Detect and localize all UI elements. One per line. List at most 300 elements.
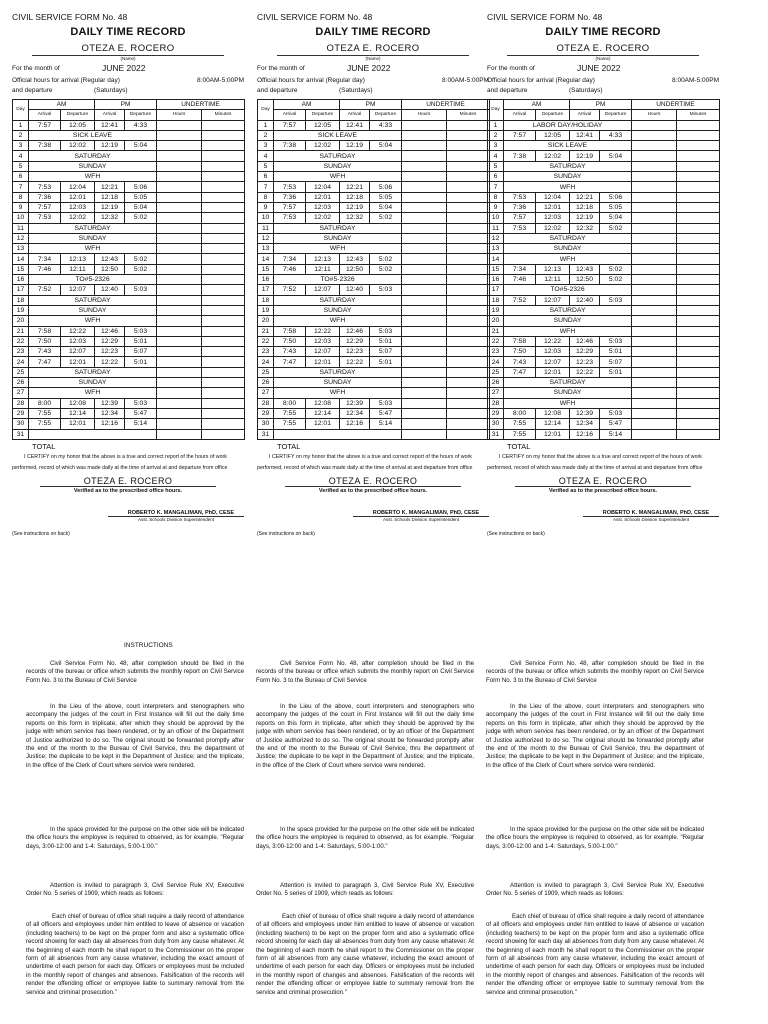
pm-arrival: 12:19	[340, 202, 370, 212]
day-number: 9	[258, 202, 274, 212]
instruction-paragraph: Each chief of bureau of office shall require a daily record of attendance of all officers and employees under him entitled to leave of absence or vacation (including teachers) to be kept on the proper form and also a systematic office record showing for each day all absences from duty from any cause whatever. At the beginning of each month he shall report to the Commissioner on the proper form of all absences from any cause whatever, including the exact amount of undertime of each person for each day. Officers or employees must be included in the monthly report of changes and absences. Falsification of the records will render the offending officer or employee liable to summary removal from the service and criminal prosecution."	[256, 913, 474, 996]
undertime-hours	[157, 120, 202, 130]
pm-departure: 5:03	[600, 336, 632, 346]
pm-departure: 5:01	[370, 336, 402, 346]
table-row	[13, 408, 245, 418]
undertime-hours	[402, 233, 447, 243]
am-departure: 12:07	[306, 347, 340, 357]
pm-departure: 5:06	[600, 192, 632, 202]
dtr-form-1	[12, 12, 244, 537]
am-arrival: 8:00	[274, 398, 306, 408]
undertime-minutes	[202, 182, 245, 192]
am-arrival: 7:52	[29, 285, 61, 295]
undertime-hours	[157, 202, 202, 212]
undertime-minutes	[202, 275, 245, 285]
pm-arrival: 12:19	[570, 151, 600, 161]
pm-departure: 5:03	[370, 285, 402, 295]
total-label: TOTAL	[507, 441, 531, 451]
signatory-position: Asst. Schools Division Superintendent	[583, 516, 719, 522]
day-remark: WFH	[274, 316, 402, 326]
table-row	[258, 223, 490, 233]
pm-arrival: 12:19	[340, 141, 370, 151]
pm-arrival: 12:39	[570, 408, 600, 418]
undertime-minutes	[677, 429, 720, 439]
pm-arrival: 12:40	[570, 295, 600, 305]
month-label: For the month of	[12, 65, 60, 72]
pm-arrival: 12:43	[570, 264, 600, 274]
am-arrival: 7:57	[29, 202, 61, 212]
undertime-hours	[157, 130, 202, 140]
pm-arrival: 12:34	[340, 408, 370, 418]
table-row	[488, 378, 720, 388]
day-number: 4	[258, 151, 274, 161]
am-departure: 12:01	[536, 202, 570, 212]
undertime-hours	[402, 244, 447, 254]
pm-departure: 5:02	[370, 264, 402, 274]
undertime-minutes	[677, 336, 720, 346]
day-number: 5	[488, 161, 504, 171]
day-number: 23	[488, 347, 504, 357]
hours-header: Hours	[632, 110, 677, 120]
signatory-position: Asst. Schools Division Superintendent	[353, 516, 489, 522]
pm-arrival: 12:21	[340, 182, 370, 192]
pm-departure: 5:47	[125, 408, 157, 418]
day-number: 16	[258, 275, 274, 285]
undertime-minutes	[202, 336, 245, 346]
am-arrival: 7:46	[504, 275, 536, 285]
undertime-minutes	[447, 305, 490, 315]
day-number: 20	[258, 316, 274, 326]
pm-arrival: 12:40	[95, 285, 125, 295]
undertime-hours	[632, 202, 677, 212]
instruction-paragraph: Civil Service Form No. 48, after completion should be filed in the records of the bureau or office which submits the monthly report on Civil Service Form No. 3 to the Bureau of Civil Service	[256, 660, 474, 684]
table-row	[13, 182, 245, 192]
day-number: 31	[488, 429, 504, 439]
undertime-minutes	[447, 202, 490, 212]
hours-header: Hours	[402, 110, 447, 120]
undertime-minutes	[677, 408, 720, 418]
am-departure: 12:07	[536, 295, 570, 305]
hours-label: Official hours for arrival (Regular day)	[487, 77, 595, 84]
table-row	[488, 388, 720, 398]
am-departure: 12:05	[61, 120, 95, 130]
am-departure: 12:13	[536, 264, 570, 274]
hours-label-2: and departure	[487, 87, 528, 94]
day-number: 30	[488, 419, 504, 429]
undertime-minutes	[447, 295, 490, 305]
day-number: 16	[13, 275, 29, 285]
undertime-minutes	[677, 326, 720, 336]
pm-arrival: 12:18	[570, 202, 600, 212]
day-number: 12	[488, 233, 504, 243]
am-departure: 12:03	[61, 202, 95, 212]
day-remark: SICK LEAVE	[29, 130, 157, 140]
day-remark: SUNDAY	[274, 305, 402, 315]
undertime-hours	[402, 326, 447, 336]
day-header: Day	[488, 100, 504, 121]
am-departure: 12:01	[536, 367, 570, 377]
pm-arrival: 12:29	[95, 336, 125, 346]
undertime-minutes	[202, 357, 245, 367]
am-arrival: 7:53	[29, 182, 61, 192]
undertime-minutes	[677, 347, 720, 357]
undertime-hours	[402, 316, 447, 326]
instruction-paragraph: Each chief of bureau of office shall require a daily record of attendance of all officers and employees under him entitled to leave of absence or vacation (including teachers) to be kept on the proper form and also a systematic office record showing for each day all absences from duty from any cause whatever. At the beginning of each month he shall report to the Commissioner on the proper form of all absences from any cause whatever, including the exact amount of undertime of each person for each day. Officers or employees must be included in the monthly report of changes and absences. Falsification of the records will render the offending officer or employee liable to summary removal from the service and criminal prosecution."	[486, 913, 704, 996]
am-header: AM	[274, 100, 340, 110]
undertime-minutes	[447, 213, 490, 223]
pm-arrival: 12:32	[95, 213, 125, 223]
table-row	[488, 264, 720, 274]
am-arrival: 7:43	[274, 347, 306, 357]
month-value: JUNE 2022	[102, 63, 146, 73]
pm-departure: 5:03	[125, 326, 157, 336]
day-remark: SATURDAY	[274, 223, 402, 233]
pm-arrival: 12:50	[95, 264, 125, 274]
pm-header: PM	[95, 100, 157, 110]
undertime-minutes	[677, 244, 720, 254]
am-arrival: 7:38	[504, 151, 536, 161]
table-row	[258, 357, 490, 367]
day-number: 27	[258, 388, 274, 398]
pm-departure: 5:04	[370, 141, 402, 151]
undertime-minutes	[202, 429, 245, 439]
day-remark	[29, 429, 157, 439]
table-row	[488, 141, 720, 151]
pm-departure: 5:04	[125, 141, 157, 151]
day-remark: SATURDAY	[504, 233, 632, 243]
day-number: 17	[13, 285, 29, 295]
table-row	[258, 233, 490, 243]
undertime-hours	[632, 141, 677, 151]
table-row	[13, 326, 245, 336]
certifier-name: OTEZA E. ROCERO	[328, 475, 418, 486]
undertime-hours	[402, 305, 447, 315]
pm-departure: 5:02	[125, 213, 157, 223]
day-number: 25	[488, 367, 504, 377]
am-arrival: 7:53	[29, 213, 61, 223]
day-number: 17	[488, 285, 504, 295]
table-row	[488, 223, 720, 233]
day-number: 14	[13, 254, 29, 264]
am-header: AM	[504, 100, 570, 110]
table-row	[13, 347, 245, 357]
pm-departure: 5:03	[125, 398, 157, 408]
day-number: 22	[258, 336, 274, 346]
pm-departure: 5:01	[600, 347, 632, 357]
am-arrival: 7:43	[29, 347, 61, 357]
undertime-hours	[402, 202, 447, 212]
undertime-minutes	[447, 285, 490, 295]
undertime-hours	[632, 192, 677, 202]
undertime-minutes	[202, 151, 245, 161]
pm-departure: 5:07	[600, 357, 632, 367]
am-departure: 12:22	[61, 326, 95, 336]
undertime-minutes	[447, 254, 490, 264]
am-arrival: 7:58	[274, 326, 306, 336]
undertime-hours	[632, 244, 677, 254]
table-row	[488, 192, 720, 202]
undertime-header: UNDERTIME	[402, 100, 490, 110]
table-row	[258, 264, 490, 274]
pm-arrival: 12:46	[340, 326, 370, 336]
pm-arrival: 12:32	[340, 213, 370, 223]
day-remark: SATURDAY	[274, 367, 402, 377]
instruction-paragraph: Civil Service Form No. 48, after completion should be filed in the records of the bureau or office which submits the monthly report on Civil Service Form No. 3 to the Bureau of Civil Service	[26, 660, 244, 684]
am-arrival: 7:52	[274, 285, 306, 295]
am-arrival: 7:36	[274, 192, 306, 202]
day-number: 12	[13, 233, 29, 243]
am-arrival: 7:34	[504, 264, 536, 274]
day-remark: SATURDAY	[274, 295, 402, 305]
undertime-minutes	[677, 223, 720, 233]
am-arrival: 7:58	[29, 326, 61, 336]
day-remark: SATURDAY	[274, 151, 402, 161]
undertime-minutes	[202, 295, 245, 305]
day-remark: SATURDAY	[504, 161, 632, 171]
undertime-hours	[157, 429, 202, 439]
am-departure: 12:04	[306, 182, 340, 192]
day-number: 8	[13, 192, 29, 202]
day-number: 19	[488, 305, 504, 315]
am-departure: 12:03	[61, 336, 95, 346]
pm-arrival: 12:29	[340, 336, 370, 346]
pm-departure: 5:14	[600, 429, 632, 439]
saturdays-label: (Saturdays)	[94, 87, 128, 94]
table-row	[488, 130, 720, 140]
day-remark: TO#5-2326	[29, 275, 157, 285]
month-label: For the month of	[487, 65, 535, 72]
day-remark: SUNDAY	[274, 378, 402, 388]
day-number: 31	[13, 429, 29, 439]
table-row	[258, 244, 490, 254]
day-number: 1	[258, 120, 274, 130]
undertime-minutes	[677, 151, 720, 161]
signatory-name: ROBERTO K. MANGALIMAN, PhD, CESE	[602, 509, 709, 516]
day-number: 28	[258, 398, 274, 408]
undertime-hours	[632, 378, 677, 388]
form-title: DAILY TIME RECORD	[315, 26, 431, 38]
table-row	[258, 192, 490, 202]
table-row	[488, 326, 720, 336]
pm-arrival: 12:34	[95, 408, 125, 418]
day-remark: SUNDAY	[29, 378, 157, 388]
time-table	[257, 99, 490, 440]
day-remark: SUNDAY	[504, 172, 632, 182]
table-row	[258, 367, 490, 377]
table-row	[258, 419, 490, 429]
undertime-hours	[632, 264, 677, 274]
table-row	[488, 172, 720, 182]
am-arrival: 7:57	[274, 120, 306, 130]
day-remark: WFH	[29, 172, 157, 182]
day-number: 1	[488, 120, 504, 130]
table-row	[13, 429, 245, 439]
name-caption: (Name)	[507, 55, 699, 61]
am-departure: 12:07	[536, 357, 570, 367]
undertime-hours	[402, 192, 447, 202]
table-row	[13, 398, 245, 408]
pm-arrival: 12:16	[340, 419, 370, 429]
undertime-hours	[402, 336, 447, 346]
day-remark: SUNDAY	[504, 244, 632, 254]
day-number: 9	[488, 202, 504, 212]
undertime-hours	[632, 347, 677, 357]
undertime-hours	[632, 130, 677, 140]
pm-departure: 5:03	[600, 295, 632, 305]
table-row	[488, 357, 720, 367]
minutes-header: Minutes	[677, 110, 720, 120]
day-number: 7	[258, 182, 274, 192]
undertime-minutes	[677, 141, 720, 151]
see-instructions: (See instructions on back)	[487, 530, 545, 537]
undertime-hours	[157, 223, 202, 233]
day-number: 15	[13, 264, 29, 274]
table-row	[13, 378, 245, 388]
day-remark: TO#5-2326	[274, 275, 402, 285]
dtr-form-3	[487, 12, 719, 537]
pm-arrival: 12:39	[340, 398, 370, 408]
day-number: 16	[488, 275, 504, 285]
table-row	[258, 161, 490, 171]
undertime-minutes	[202, 326, 245, 336]
day-remark: TO#5-2326	[504, 285, 632, 295]
table-row	[13, 357, 245, 367]
am-arrival: 7:53	[274, 213, 306, 223]
am-arrival: 7:53	[274, 182, 306, 192]
undertime-minutes	[202, 285, 245, 295]
table-row	[13, 295, 245, 305]
am-departure: 12:14	[61, 408, 95, 418]
undertime-minutes	[202, 233, 245, 243]
official-hours: 8:00AM-5:00PM	[197, 77, 244, 84]
month-label: For the month of	[257, 65, 305, 72]
am-departure: 12:01	[306, 192, 340, 202]
table-row	[258, 316, 490, 326]
undertime-minutes	[447, 141, 490, 151]
am-arrival: 7:57	[504, 213, 536, 223]
day-remark: WFH	[29, 316, 157, 326]
undertime-minutes	[447, 172, 490, 182]
undertime-hours	[157, 213, 202, 223]
undertime-hours	[402, 408, 447, 418]
undertime-minutes	[447, 244, 490, 254]
signatory-name: ROBERTO K. MANGALIMAN, PhD, CESE	[127, 509, 234, 516]
day-number: 10	[488, 213, 504, 223]
undertime-minutes	[447, 130, 490, 140]
undertime-hours	[402, 182, 447, 192]
day-number: 5	[13, 161, 29, 171]
table-row	[488, 254, 720, 264]
undertime-hours	[632, 275, 677, 285]
undertime-hours	[402, 275, 447, 285]
undertime-hours	[632, 151, 677, 161]
am-departure: 12:02	[306, 141, 340, 151]
am-arrival: 7:34	[29, 254, 61, 264]
am-departure: 12:14	[306, 408, 340, 418]
month-value: JUNE 2022	[347, 63, 391, 73]
am-arrival: 7:57	[504, 130, 536, 140]
am-arrival: 7:50	[29, 336, 61, 346]
undertime-hours	[157, 398, 202, 408]
undertime-minutes	[677, 161, 720, 171]
undertime-minutes	[677, 285, 720, 295]
table-row	[258, 326, 490, 336]
am-departure: 12:13	[61, 254, 95, 264]
day-number: 18	[488, 295, 504, 305]
day-number: 6	[258, 172, 274, 182]
day-remark: SATURDAY	[29, 151, 157, 161]
undertime-hours	[157, 305, 202, 315]
am-arrival: 7:43	[504, 357, 536, 367]
table-row	[258, 254, 490, 264]
am-arrival: 7:47	[29, 357, 61, 367]
undertime-hours	[632, 305, 677, 315]
instruction-paragraph: Attention is invited to paragraph 3, Civil Service Rule XV, Executive Order No. 5 series of 1909, which reads as follows:	[486, 882, 704, 898]
pm-arrival: 12:29	[570, 347, 600, 357]
undertime-minutes	[677, 202, 720, 212]
pm-arrival: 12:46	[570, 336, 600, 346]
am-arrival: 7:50	[274, 336, 306, 346]
am-departure: 12:05	[306, 120, 340, 130]
day-number: 6	[488, 172, 504, 182]
am-arrival: 7:57	[274, 202, 306, 212]
table-row	[488, 305, 720, 315]
pm-arrival: 12:23	[340, 347, 370, 357]
undertime-hours	[157, 408, 202, 418]
table-row	[13, 254, 245, 264]
pm-departure: 5:01	[600, 367, 632, 377]
undertime-hours	[402, 223, 447, 233]
am-header: AM	[29, 100, 95, 110]
day-number: 15	[258, 264, 274, 274]
undertime-minutes	[202, 120, 245, 130]
pm-departure: 4:33	[600, 130, 632, 140]
undertime-minutes	[677, 233, 720, 243]
signatory-name: ROBERTO K. MANGALIMAN, PhD, CESE	[372, 509, 479, 516]
table-row	[488, 202, 720, 212]
pm-arrival: 12:41	[340, 120, 370, 130]
day-number: 9	[13, 202, 29, 212]
minutes-header: Minutes	[447, 110, 490, 120]
pm-departure: 5:47	[370, 408, 402, 418]
certification-text: I CERTIFY on my honor that the above is a true and correct report of the hours of work performed, record of which was made daily at the time of arrival at and departure from office	[12, 453, 228, 471]
pm-departure: 5:02	[125, 264, 157, 274]
undertime-minutes	[677, 172, 720, 182]
table-row	[488, 419, 720, 429]
undertime-minutes	[202, 305, 245, 315]
employee-name: OTEZA E. ROCERO	[326, 43, 420, 54]
departure-header: Departure	[536, 110, 570, 120]
undertime-minutes	[447, 326, 490, 336]
am-arrival: 7:46	[29, 264, 61, 274]
pm-departure: 5:04	[370, 202, 402, 212]
table-row	[13, 130, 245, 140]
am-departure: 12:11	[61, 264, 95, 274]
undertime-minutes	[202, 388, 245, 398]
saturdays-label: (Saturdays)	[569, 87, 603, 94]
arrival-header: Arrival	[95, 110, 125, 120]
undertime-minutes	[447, 233, 490, 243]
pm-arrival: 12:34	[570, 419, 600, 429]
day-number: 12	[258, 233, 274, 243]
day-header: Day	[258, 100, 274, 121]
am-arrival: 7:55	[29, 419, 61, 429]
time-table	[487, 99, 720, 440]
pm-arrival: 12:50	[340, 264, 370, 274]
undertime-hours	[402, 398, 447, 408]
undertime-hours	[402, 295, 447, 305]
pm-arrival: 12:22	[570, 367, 600, 377]
